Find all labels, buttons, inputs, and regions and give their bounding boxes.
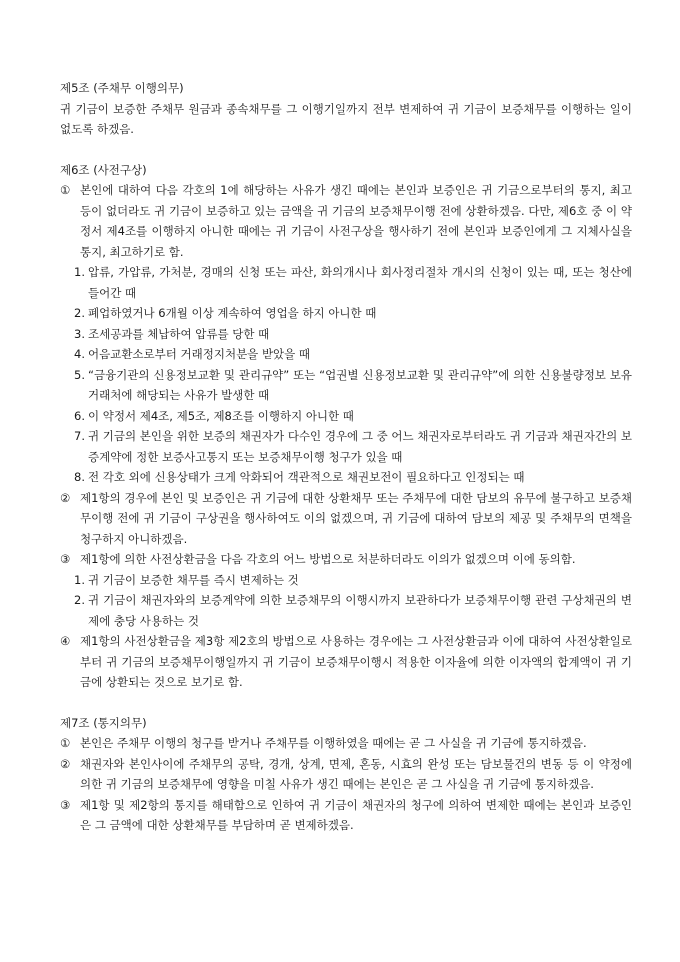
clause-4 <box>60 631 632 693</box>
article-heading: 제6조 (사전구상) <box>60 162 147 177</box>
subitem-text: 귀 기금이 보증한 채무를 즉시 변제하는 것 <box>88 572 299 587</box>
subitem-number: 1. <box>74 265 85 279</box>
subitem-number: 2. <box>74 593 85 607</box>
subitem <box>60 570 632 591</box>
clause-text: 제1항에 의한 사전상환금을 다음 각호의 어느 방법으로 처분하더라도 이의가 없겠으며 이에 동의함. <box>80 552 576 566</box>
clause-3 <box>60 549 632 570</box>
clause-text: 본인은 주채무 이행의 청구를 받거나 주채무를 이행하였을 때에는 곧 그 사실을 귀 기금에 통지하겠음. <box>80 736 587 750</box>
subitem-number: 6. <box>74 408 85 423</box>
clause-marker: ② <box>60 756 71 771</box>
subitem-text: 귀 기금이 채권자와의 보증계약에 의한 보증채무의 이행시까지 보관하다가 보증채무이행 관련 구상채권의 변제에 충당 사용하는 것 <box>88 593 632 628</box>
clause-text: 제1항의 사전상환금을 제3항 제2호의 방법으로 사용하는 경우에는 그 사전상환금과 이에 대하여 사전상환일로부터 귀 기금의 보증채무이행일까지 귀 기금이 보증채무이행시 적용한 이자율에 의한 이자액의 합계액이 귀 기금에 상환되는 것으로 보기로 함. <box>80 634 632 689</box>
article-heading: 제5조 (주채무 이행의무) <box>60 81 184 95</box>
subitem <box>60 467 632 488</box>
subitem-text: 조세공과를 체납하여 압류를 당한 때 <box>88 326 270 341</box>
subitem-text: 압류, 가압류, 가처분, 경매의 신청 또는 파산, 화의개시나 회사정리절차 개시의 신청이 있는 때, 또는 청산에 들어간 때 <box>88 265 632 300</box>
subitem-number: 8. <box>74 470 85 484</box>
clause-2 <box>60 754 632 795</box>
subitem-number: 4. <box>74 347 85 361</box>
clause-3 <box>60 795 632 836</box>
clause-marker: ④ <box>60 634 71 648</box>
subitem-text: 전 각호 외에 신용상태가 크게 악화되어 객관적으로 채권보전이 필요하다고 인정되는 때 <box>88 470 525 484</box>
subitem <box>60 406 632 427</box>
clause-2 <box>60 488 632 550</box>
subitem-text: 귀 기금의 본인을 위한 보증의 채권자가 다수인 경우에 그 중 어느 채권자로부터라도 귀 기금과 채권자간의 보증계약에 정한 보증사고통지 또는 보증채무이행 청구가 있을 때 <box>88 429 632 464</box>
document-page <box>60 78 632 836</box>
subitem <box>60 262 632 303</box>
clause-text: 본인에 대하여 다음 각호의 1에 해당하는 사유가 생긴 때에는 본인과 보증인은 귀 기금으로부터의 통지, 최고 등이 없더라도 귀 기금이 보증하고 있는 금액을 귀 기금의 보증채무이행 전에 상환하겠음. 다만, 제6호 중 이 약정서 제4조를 이행하지 아니한 때에는 귀 기금이 사전구상을 행사하기 전에 본인과 보증인에게 그 지체사실을 통지, 최고하기로 함. <box>80 183 632 259</box>
subitem-number: 1. <box>74 572 85 587</box>
article-5 <box>60 78 632 140</box>
clause-marker: ① <box>60 736 71 750</box>
subitem <box>60 590 632 631</box>
subitem-number: 5. <box>74 367 85 382</box>
subitem-number: 2. <box>74 306 85 320</box>
subitem-number: 3. <box>74 326 85 341</box>
article-paragraph: 귀 기금이 보증한 주채무 원금과 종속채무를 그 이행기일까지 전부 변제하여 귀 기금이 보증채무를 이행하는 일이 없도록 하겠음. <box>60 101 632 136</box>
article-6 <box>60 160 632 693</box>
clause-1 <box>60 733 632 754</box>
subitem <box>60 344 632 365</box>
subitem <box>60 303 632 324</box>
subitem-text: “금융기관의 신용정보교환 및 관리규약” 또는 “업권별 신용정보교환 및 관리규약”에 의한 신용불량정보 보유 거래처에 해당되는 사유가 발생한 때 <box>88 367 632 402</box>
clause-text: 제1항 및 제2항의 통지를 해태함으로 인하여 귀 기금이 채권자의 청구에 의하여 변제한 때에는 본인과 보증인은 그 금액에 대한 상환채무를 부담하며 곧 변제하겠음. <box>80 797 632 832</box>
clause-marker: ② <box>60 490 71 505</box>
clause-marker: ③ <box>60 797 71 812</box>
subitem <box>60 324 632 345</box>
subitem-text: 이 약정서 제4조, 제5조, 제8조를 이행하지 아니한 때 <box>88 408 354 423</box>
clause-marker: ③ <box>60 552 71 566</box>
article-7 <box>60 713 632 836</box>
subitem-text: 어음교환소로부터 거래정지처분을 받았을 때 <box>88 347 311 361</box>
clause-text: 채권자와 본인사이에 주채무의 공탁, 경개, 상계, 면제, 혼동, 시효의 완성 또는 담보물건의 변동 등 이 약정에 의한 귀 기금의 보증채무에 영향을 미칠 사유가 생긴 때에는 본인은 곧 그 사실을 귀 기금에 통지하겠음. <box>80 756 632 791</box>
subitem-number: 7. <box>74 429 85 443</box>
clause-text: 제1항의 경우에 본인 및 보증인은 귀 기금에 대한 상환채무 또는 주채무에 대한 담보의 유무에 불구하고 보증채무이행 전에 귀 기금이 구상권을 행사하여도 이의 없겠으며, 귀 기금에 대하여 담보의 제공 및 주채무의 면책을 청구하지 아니하겠음. <box>80 490 632 546</box>
subitem <box>60 365 632 406</box>
article-heading: 제7조 (통지의무) <box>60 715 147 730</box>
clause-1 <box>60 180 632 262</box>
subitem-text: 폐업하였거나 6개월 이상 계속하여 영업을 하지 아니한 때 <box>88 306 377 320</box>
subitem <box>60 426 632 467</box>
clause-marker: ① <box>60 183 71 197</box>
